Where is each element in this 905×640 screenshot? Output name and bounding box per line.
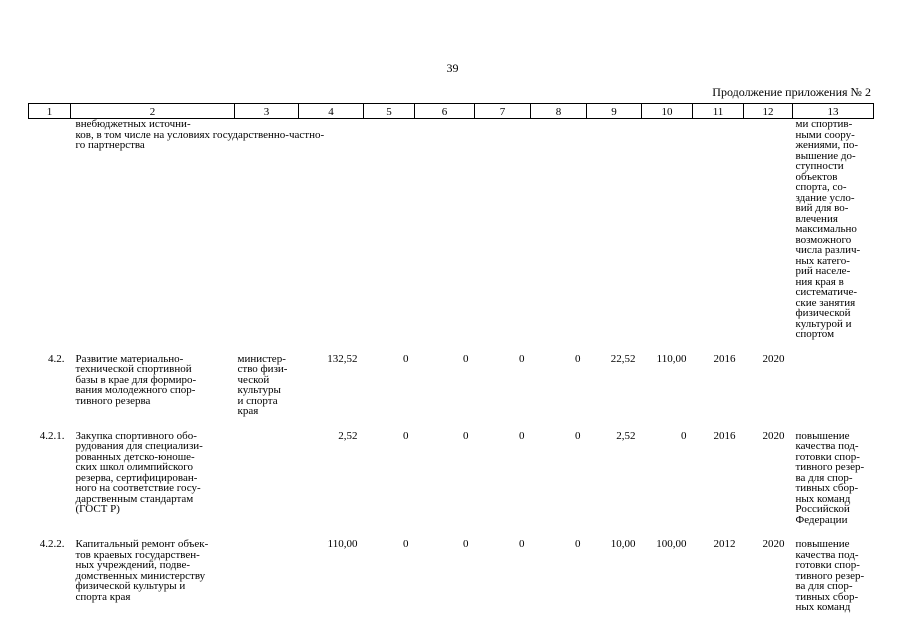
- cell-start-year: 2016: [713, 352, 736, 365]
- col-header: 3: [235, 104, 299, 119]
- row-name: [71, 539, 235, 613]
- cell-start-year: 2016: [713, 429, 736, 442]
- cell-value: 0: [575, 429, 581, 442]
- text-line: рий населе-: [795, 265, 851, 277]
- cell-value: 0: [519, 429, 525, 442]
- cell-value: 0: [463, 429, 469, 442]
- cell-value: 2,52: [616, 429, 636, 442]
- text-line: максимально: [795, 223, 857, 235]
- text-line: Закупка спортивного обо-: [75, 429, 197, 442]
- text-line: вышение до-: [795, 149, 856, 162]
- cell-value: 0: [463, 352, 469, 365]
- text-line: дарственным стандартам: [75, 492, 194, 505]
- row-result: [793, 539, 874, 613]
- text-line: тивных сбор-: [795, 590, 859, 603]
- text-line: объектов: [795, 170, 838, 183]
- text-line: ков, в том числе на условиях государственно-частно-: [75, 128, 325, 141]
- row-executor: [235, 539, 299, 613]
- text-line: влечения: [795, 212, 838, 225]
- text-line: базы в крае для формиро-: [75, 373, 197, 386]
- row-code: 4.2.2.: [39, 538, 65, 550]
- cell-value: 0: [519, 352, 525, 365]
- text-line: повышение: [795, 538, 850, 550]
- cell-value: 0: [463, 538, 469, 550]
- col-header: 10: [642, 104, 693, 119]
- text-line: ва для спор-: [795, 580, 853, 592]
- text-line: тивного резерва: [75, 394, 151, 407]
- cell-value: 0: [681, 429, 687, 442]
- cell-start-year: 2012: [713, 538, 736, 550]
- text-line: рудования для специализи-: [75, 440, 203, 452]
- text-line: го партнерства: [75, 139, 145, 151]
- text-line: рованных детско-юноше-: [75, 450, 195, 463]
- carryover-text: [71, 118, 325, 340]
- table-row: [29, 539, 874, 613]
- header-row: [29, 104, 874, 119]
- text-line: ческой: [237, 373, 270, 386]
- col-header: 4: [299, 104, 364, 119]
- text-line: тивного резер-: [795, 569, 865, 582]
- text-line: здание усло-: [795, 191, 855, 204]
- text-line: ступности: [795, 160, 844, 172]
- text-line: тивного резер-: [795, 461, 865, 473]
- text-line: физической: [795, 307, 851, 319]
- text-line: ного на соответствие госу-: [75, 482, 201, 494]
- row-executor: [235, 431, 299, 526]
- row-result: [793, 354, 874, 417]
- cell-value: 10,00: [610, 538, 636, 550]
- text-line: резерва, сертифицирован-: [75, 471, 198, 484]
- page-number: 39: [446, 61, 459, 75]
- text-line: качества под-: [795, 440, 859, 452]
- table-row: [29, 354, 874, 417]
- col-header: 2: [71, 104, 235, 119]
- text-line: жениями, по-: [795, 139, 859, 151]
- text-line: ва для спор-: [795, 471, 853, 484]
- text-line: края: [237, 405, 259, 417]
- text-line: ских школ олимпийского: [75, 461, 193, 473]
- text-line: ных команд: [795, 601, 851, 613]
- text-line: Развитие материально-: [75, 352, 184, 365]
- col-header: 12: [744, 104, 793, 119]
- text-line: (ГОСТ Р): [75, 503, 120, 515]
- text-line: Российской: [795, 503, 850, 515]
- row-result: [793, 431, 874, 526]
- text-line: Капитальный ремонт объек-: [75, 538, 209, 550]
- row-name: [71, 354, 235, 417]
- continuation-label: Продолжение приложения № 2: [712, 85, 871, 99]
- col-header: 9: [587, 104, 642, 119]
- col-header: 1: [29, 104, 71, 119]
- cell-end-year: 2020: [762, 538, 785, 550]
- text-line: ми спортив-: [795, 118, 853, 130]
- cell-end-year: 2020: [762, 352, 785, 365]
- text-line: ские занятия: [795, 296, 856, 309]
- text-line: готовки спор-: [795, 450, 860, 463]
- text-line: ных команд: [795, 492, 851, 505]
- text-line: ных катего-: [795, 254, 850, 267]
- col-header: 8: [531, 104, 587, 119]
- text-line: готовки спор-: [795, 559, 860, 571]
- cell-value: 0: [519, 538, 525, 550]
- program-table: [28, 103, 874, 613]
- text-line: министер-: [237, 352, 286, 365]
- row-code: 4.2.: [48, 352, 65, 365]
- text-line: вий для во-: [795, 202, 849, 214]
- text-line: технической спортивной: [75, 363, 192, 375]
- row-executor: [235, 354, 299, 417]
- carryover-row: [29, 119, 874, 340]
- col-header: 13: [793, 104, 874, 119]
- text-line: ния края в: [795, 275, 844, 288]
- text-line: культурой и: [795, 317, 852, 330]
- text-line: домственных министерству: [75, 569, 206, 582]
- text-line: числа различ-: [795, 244, 861, 256]
- cell-value: 110,00: [656, 352, 687, 365]
- text-line: спорта края: [75, 590, 131, 603]
- cell-end-year: 2020: [762, 429, 785, 442]
- col-header: 5: [364, 104, 415, 119]
- row-name: [71, 431, 235, 526]
- text-line: культуры: [237, 384, 281, 396]
- cell-total: 2,52: [338, 429, 358, 442]
- col-header: 11: [693, 104, 744, 119]
- text-line: и спорта: [237, 394, 278, 407]
- text-line: вания молодежного спор-: [75, 384, 196, 396]
- text-line: спорта, со-: [795, 181, 847, 193]
- cell-value: 100,00: [656, 538, 687, 550]
- text-line: тов краевых государствен-: [75, 548, 200, 561]
- text-line: ных учреждений, подве-: [75, 559, 191, 571]
- text-line: физической культуры и: [75, 580, 186, 592]
- cell-total: 110,00: [327, 538, 358, 550]
- text-line: возможного: [795, 233, 852, 246]
- cell-value: 0: [403, 538, 409, 550]
- text-line: внебюджетных источни-: [75, 118, 191, 130]
- row-code: 4.2.1.: [39, 429, 65, 442]
- text-line: Федерации: [795, 513, 848, 526]
- cell-value: 0: [575, 538, 581, 550]
- text-line: спортом: [795, 328, 835, 340]
- text-line: систематиче-: [795, 286, 858, 298]
- cell-value: 0: [403, 352, 409, 365]
- col-header: 7: [475, 104, 531, 119]
- text-line: ство физи-: [237, 363, 288, 375]
- carryover-result: [793, 119, 874, 340]
- text-line: повышение: [795, 429, 850, 442]
- cell-value: 22,52: [610, 352, 636, 365]
- text-line: ными соору-: [795, 128, 855, 141]
- table-row: [29, 431, 874, 526]
- text-line: тивных сбор-: [795, 482, 859, 494]
- text-line: качества под-: [795, 548, 859, 561]
- col-header: 6: [415, 104, 475, 119]
- cell-value: 0: [575, 352, 581, 365]
- cell-value: 0: [403, 429, 409, 442]
- cell-total: 132,52: [327, 352, 358, 365]
